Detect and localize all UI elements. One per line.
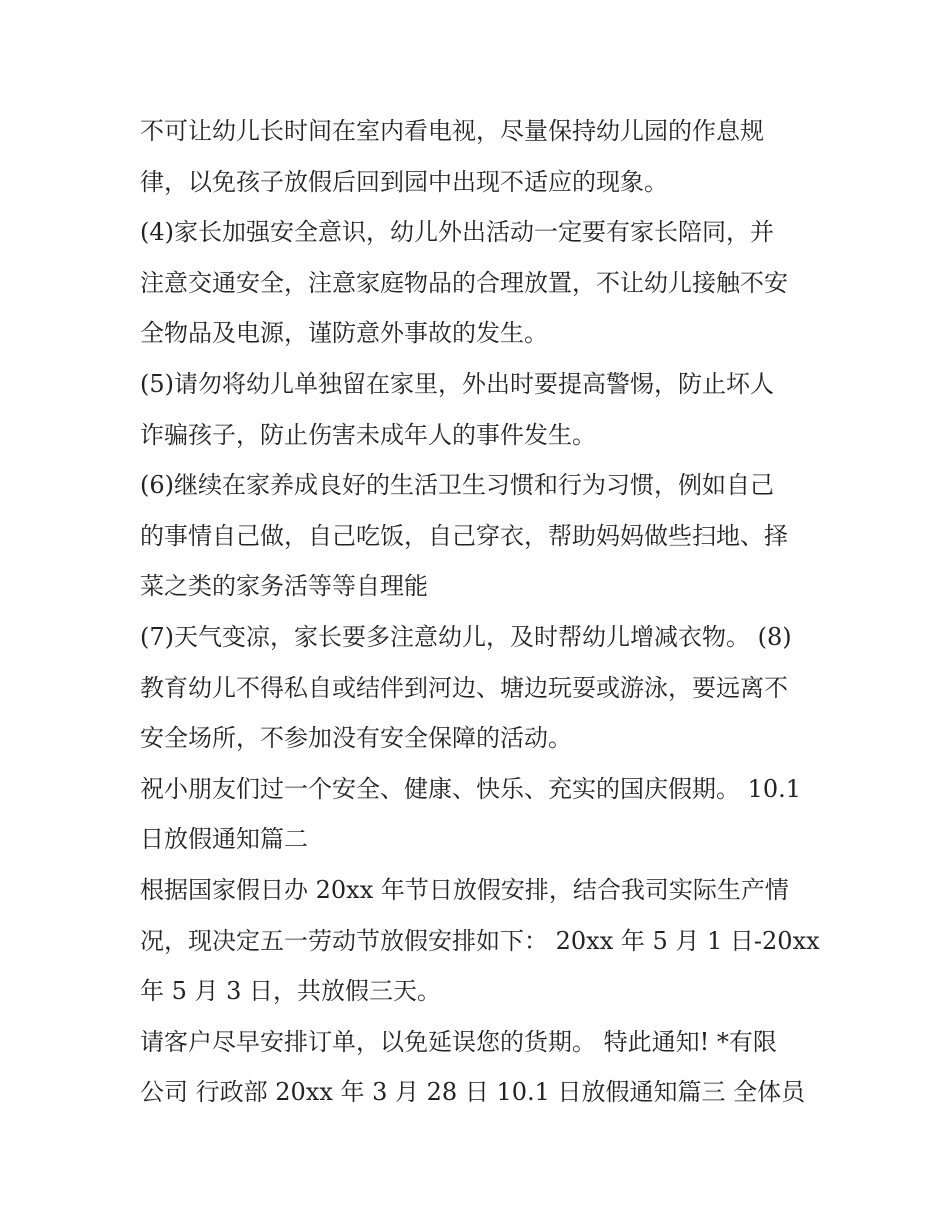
text-line: 况，现决定五一劳动节放假安排如下： 20xx 年 5 月 1 日-20xx [140,926,820,955]
text-line: (7)天气变凉，家长要多注意幼儿，及时帮幼儿增减衣物。 (8) [140,622,792,651]
text-line: 祝小朋友们过一个安全、健康、快乐、充实的国庆假期。 10.1 [140,774,802,803]
text-line: (5)请勿将幼儿单独留在家里，外出时要提高警惕，防止坏人 [140,369,774,398]
text-line: 的事情自己做，自己吃饭，自己穿衣，帮助妈妈做些扫地、择 [140,521,788,550]
document-body [140,106,830,1118]
text-line: 注意交通安全，注意家庭物品的合理放置，不让幼儿接触不安 [140,268,788,297]
text-line: 年 5 月 3 日，共放假三天。 [140,977,442,1006]
text-line: 教育幼儿不得私自或结伴到河边、塘边玩耍或游泳，要远离不 [140,673,788,702]
text-line: (4)家长加强安全意识，幼儿外出活动一定要有家长陪同，并 [140,218,774,247]
text-line: (6)继续在家养成良好的生活卫生习惯和行为习惯，例如自己 [140,471,774,500]
text-line: 全物品及电源，谨防意外事故的发生。 [140,319,548,348]
text-line: 诈骗孩子，防止伤害未成年人的事件发生。 [140,420,596,449]
text-line: 律，以免孩子放假后回到园中出现不适应的现象。 [140,167,668,196]
text-line: 请客户尽早安排订单，以免延误您的货期。 特此通知! *有限 [140,1027,777,1056]
text-line: 菜之类的家务活等等自理能 [140,572,428,601]
text-line: 日放假通知篇二 [140,825,308,854]
text-line: 公司 行政部 20xx 年 3 月 28 日 10.1 日放假通知篇三 全体员 [140,1078,806,1107]
text-line: 不可让幼儿长时间在室内看电视，尽量保持幼儿园的作息规 [140,117,764,145]
text-line: 根据国家假日办 20xx 年节日放假安排，结合我司实际生产情 [140,875,789,904]
text-line: 安全场所，不参加没有安全保障的活动。 [140,724,572,753]
